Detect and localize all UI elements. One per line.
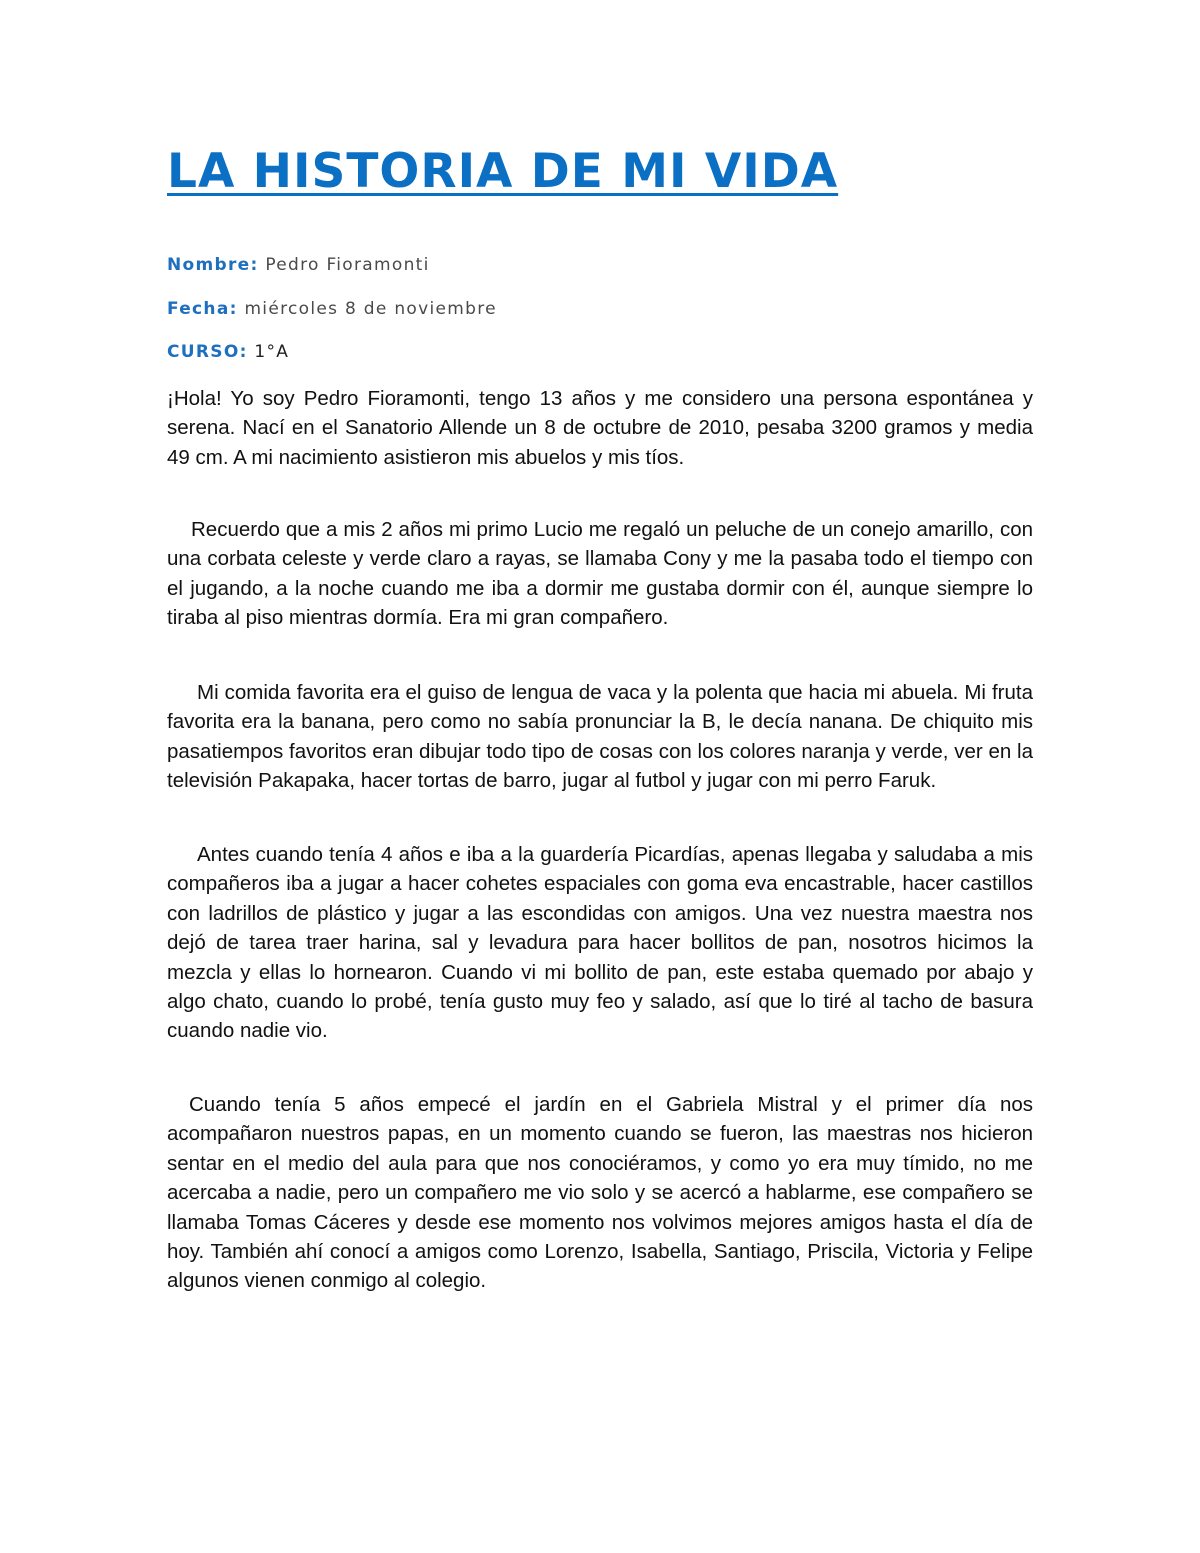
- field-fecha-label: Fecha:: [167, 299, 238, 319]
- paragraph-guarderia: Antes cuando tenía 4 años e iba a la guardería Picardías, apenas llegaba y saludaba a mis compañeros iba a jugar a hacer cohetes espaciales con goma eva encastrable, hacer castillos con ladrillos de plástico y jugar a las escondidas con amigos. Una vez nuestra maestra nos dejó de tarea traer harina, sal y levadura para hacer bollitos de pan, nosotros hicimos la mezcla y ellas lo hornearon. Cuando vi mi bollito de pan, este estaba quemado por abajo y algo chato, cuando lo probé, tenía gusto muy feo y salado, así que lo tiré al tacho de basura cuando nadie vio.: [167, 843, 1033, 1043]
- document-title: LA HISTORIA DE MI VIDA: [167, 144, 839, 199]
- field-curso-value: 1°A: [254, 342, 290, 362]
- field-nombre-value: Pedro Fioramonti: [265, 255, 430, 275]
- field-curso-label: CURSO:: [167, 342, 248, 362]
- paragraph-intro: ¡Hola! Yo soy Pedro Fioramonti, tengo 13 años y me considero una persona espontánea y serena. Nací en el Sanatorio Allende un 8 de octubre de 2010, pesaba 3200 gramos y media 49 cm. A mi nacimiento asistieron mis abuelos y mis tíos.: [167, 387, 1033, 469]
- paragraph-comida: Mi comida favorita era el guiso de lengua de vaca y la polenta que hacia mi abuela. Mi fruta favorita era la banana, pero como no sabía pronunciar la B, le decía nanana. De chiquito mis pasatiempos favoritos eran dibujar todo tipo de cosas con los colores naranja y verde, ver en la televisión Pakapaka, hacer tortas de barro, jugar al futbol y jugar con mi perro Faruk.: [167, 681, 1033, 793]
- field-nombre-label: Nombre:: [167, 255, 259, 275]
- paragraph-peluche: Recuerdo que a mis 2 años mi primo Lucio me regaló un peluche de un conejo amarillo, con una corbata celeste y verde claro a rayas, se llamaba Cony y me la pasaba todo el tiempo con el jugando, a la noche cuando me iba a dormir me gustaba dormir con él, aunque siempre lo tiraba al piso mientras dormía. Era mi gran compañero.: [167, 518, 1033, 630]
- field-fecha-value: miércoles 8 de noviembre: [244, 299, 497, 319]
- field-nombre: [167, 253, 430, 277]
- field-fecha: [167, 297, 497, 321]
- field-curso: [167, 340, 289, 364]
- paragraph-jardin: Cuando tenía 5 años empecé el jardín en el Gabriela Mistral y el primer día nos acompañaron nuestros papas, en un momento cuando se fueron, las maestras nos hicieron sentar en el medio del aula para que nos conociéramos, y como yo era muy tímido, no me acercaba a nadie, pero un compañero me vio solo y se acercó a hablarme, ese compañero se llamaba Tomas Cáceres y desde ese momento nos volvimos mejores amigos hasta el día de hoy. También ahí conocí a amigos como Lorenzo, Isabella, Santiago, Priscila, Victoria y Felipe algunos vienen conmigo al colegio.: [167, 1093, 1033, 1293]
